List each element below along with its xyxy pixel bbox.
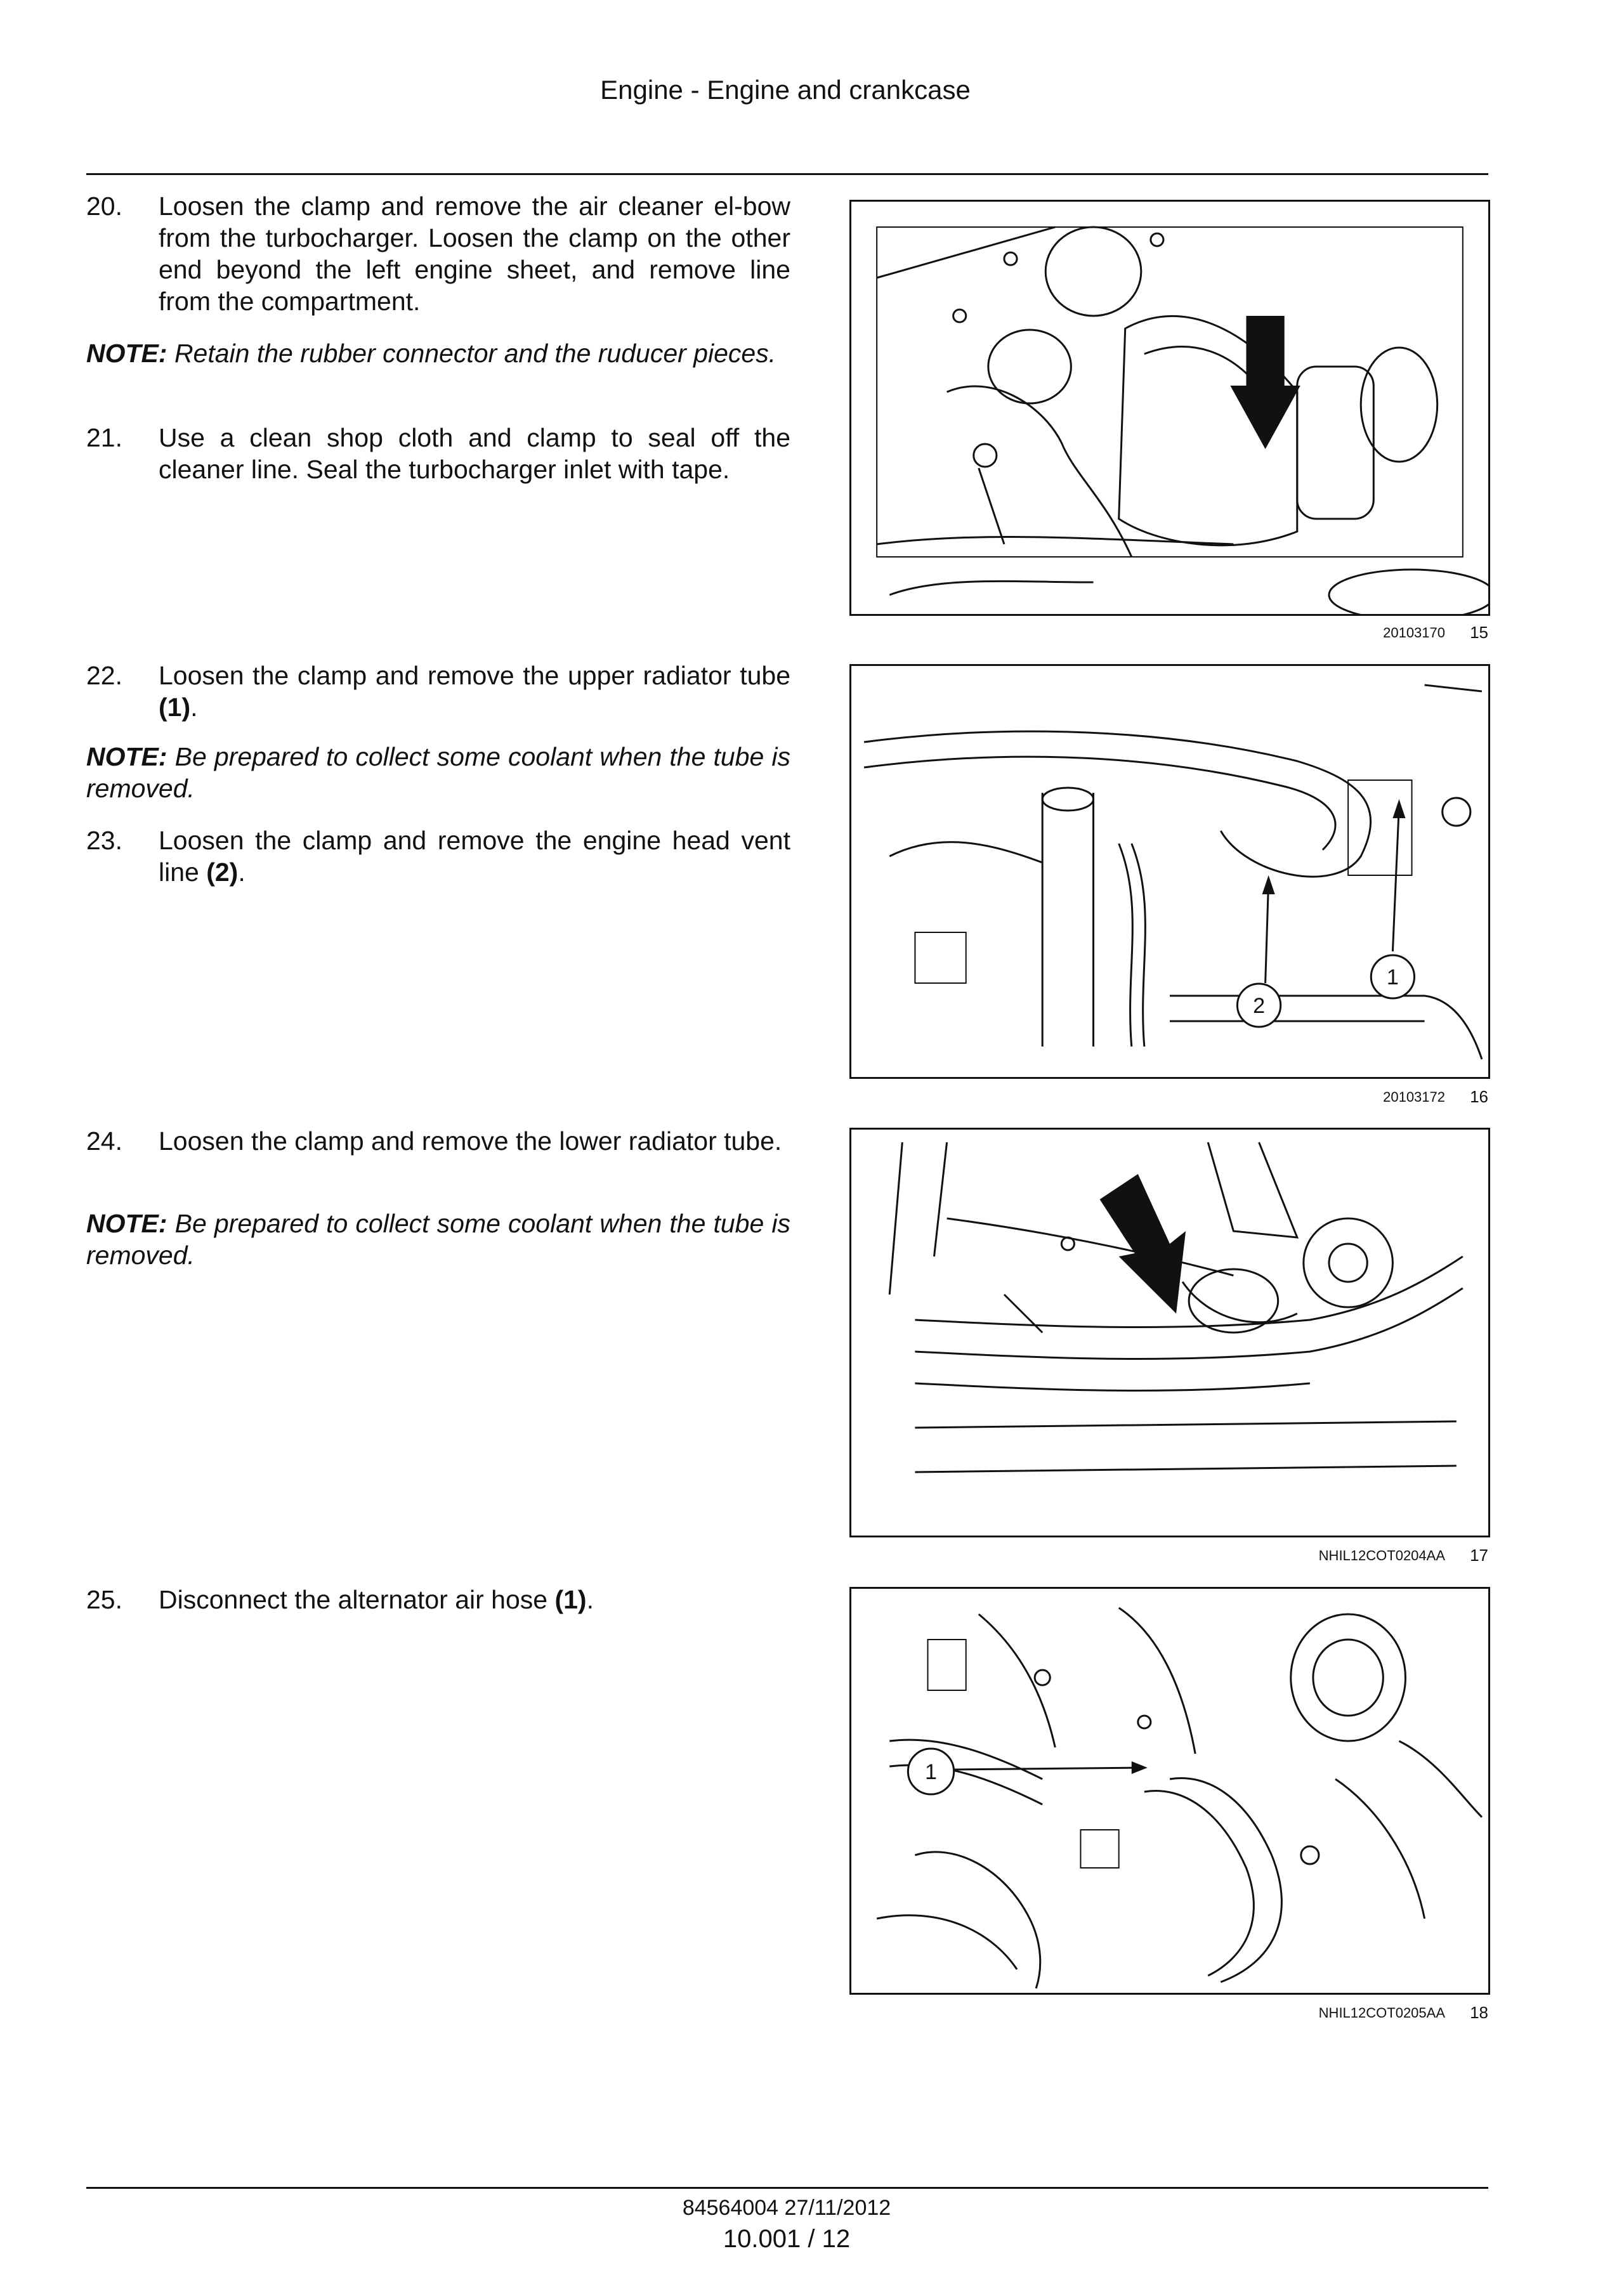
callout-circle-1: [1371, 955, 1414, 998]
figure-number: 15: [1470, 623, 1488, 642]
figure-18-drawing: [851, 1589, 1488, 1993]
note-text: Be prepared to collect some coolant when the tube is removed.: [86, 1209, 790, 1270]
figure-number: 16: [1470, 1087, 1488, 1106]
note-retain-connector: [86, 337, 790, 369]
callout-ref: (2): [206, 858, 239, 887]
callout-label: 1: [925, 1760, 937, 1784]
figure-code: 20103170: [1383, 625, 1445, 641]
step-text: Loosen the clamp and remove the air cleaner el-bow from the turbocharger. Loosen the clamp on the other end beyond the left engine sheet, and remove line from the compartment.: [159, 192, 790, 316]
note-label: NOTE:: [86, 339, 167, 368]
step-22: [86, 660, 790, 723]
step-text-after: .: [190, 693, 198, 722]
note-coolant-upper: [86, 741, 790, 804]
callout-label: 2: [1253, 994, 1266, 1018]
step-text-before: Loosen the clamp and remove the engine head vent line: [159, 826, 790, 887]
step-text: [159, 1584, 790, 1615]
figure-16-radiator-tube: [849, 664, 1490, 1079]
note-label: NOTE:: [86, 742, 167, 771]
step-20: [86, 190, 790, 317]
callout-circle-1: [908, 1749, 953, 1794]
figure-18-alternator-hose: [849, 1587, 1490, 1995]
step-number: 25.: [86, 1585, 122, 1614]
step-number: 20.: [86, 192, 122, 221]
figure-17-lower-radiator: [849, 1128, 1490, 1537]
footer-page-number: 10.001 / 12: [723, 2225, 851, 2253]
step-number: 24.: [86, 1126, 122, 1156]
figure-number: 18: [1470, 2003, 1488, 2022]
figure-16-drawing: [851, 666, 1488, 1077]
figure-code: 20103172: [1383, 1089, 1445, 1105]
callout-label: 1: [1386, 965, 1399, 989]
step-23: [86, 825, 790, 888]
note-text: Retain the rubber connector and the ruducer pieces.: [167, 339, 776, 368]
step-text: [159, 825, 790, 888]
step-text-before: Disconnect the alternator air hose: [159, 1585, 555, 1614]
footer-document-reference: 84564004 27/11/2012: [682, 2196, 891, 2220]
note-coolant-lower: [86, 1208, 790, 1271]
note-label: NOTE:: [86, 1209, 167, 1238]
step-25: [86, 1584, 790, 1615]
step-text-after: .: [586, 1585, 594, 1614]
step-24: [86, 1125, 790, 1157]
step-number: 23.: [86, 826, 122, 855]
step-21: [86, 422, 790, 485]
figure-code: NHIL12COT0204AA: [1318, 1548, 1445, 1563]
callout-ref: (1): [159, 693, 191, 722]
page-header-title: Engine - Engine and crankcase: [600, 75, 971, 105]
figure-15-turbo-elbow: [849, 200, 1490, 616]
figure-code: NHIL12COT0205AA: [1318, 2005, 1445, 2021]
step-text-before: Loosen the clamp and remove the upper radiator tube: [159, 661, 790, 690]
note-text: Be prepared to collect some coolant when the tube is removed.: [86, 742, 790, 803]
figure-15-drawing: [851, 202, 1488, 614]
callout-circle-2: [1237, 984, 1280, 1027]
step-text: Use a clean shop cloth and clamp to seal off the cleaner line. Seal the turbocharger inlet with tape.: [159, 423, 790, 484]
figure-number: 17: [1470, 1546, 1488, 1565]
step-number: 22.: [86, 661, 122, 690]
step-text: Loosen the clamp and remove the lower radiator tube.: [159, 1126, 782, 1156]
step-number: 21.: [86, 423, 122, 452]
figure-17-drawing: [851, 1130, 1488, 1536]
callout-ref: (1): [554, 1585, 587, 1614]
footer-rule: [86, 2187, 1488, 2189]
step-text-after: .: [238, 858, 246, 887]
step-text: [159, 660, 790, 723]
header-rule: [86, 173, 1488, 175]
